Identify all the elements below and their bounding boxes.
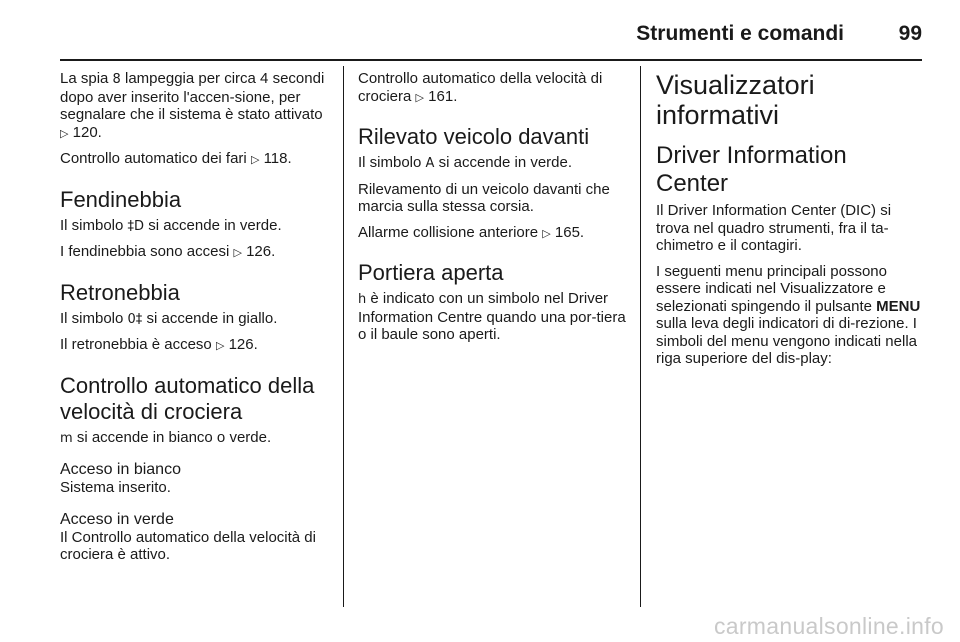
column-divider-2 [640, 66, 641, 607]
door-open-icon: h [358, 292, 367, 307]
paragraph: Allarme collisione anteriore ▷ 165. [358, 223, 585, 241]
column-1 [60, 70, 330, 570]
page-reference[interactable]: 120. [72, 123, 102, 141]
paragraph: Il Driver Information Center (DIC) si trova nel quadro strumenti, fra il ta-chimetro e il contagiri. [656, 202, 892, 254]
page-reference[interactable]: 165. [554, 223, 585, 241]
reference-arrow-icon: ▷ [233, 246, 242, 259]
paragraph: I seguenti menu principali possono essere indicati nel Visualizzatore e selezionati spingendo il pulsante MENU sulla leva degli indicatori di di-rezione. I simboli del menu vengono indicati nella riga superiore del dis-play: [656, 262, 921, 367]
heading-veicolo-davanti: Rilevato veicolo davanti [358, 124, 590, 149]
menu-button-label: MENU [876, 297, 921, 315]
column-2 [358, 70, 626, 352]
paragraph: Rilevamento di un veicolo davanti che marcia sulla stessa corsia. [358, 180, 610, 215]
front-fog-light-icon: ‡D [127, 218, 145, 234]
reference-arrow-icon: ▷ [415, 90, 424, 104]
heading-fendinebbia: Fendinebbia [60, 186, 182, 212]
page-header [60, 18, 922, 60]
paragraph: m si accende in bianco o verde. [60, 428, 272, 446]
vehicle-ahead-icon: A [425, 156, 435, 171]
page-reference[interactable]: 126. [246, 243, 276, 260]
column-3 [656, 70, 922, 376]
page-reference[interactable]: 161. [428, 87, 458, 105]
heading-visualizzatori: Visualizzatori informativi [656, 70, 815, 130]
page-reference[interactable]: 118. [263, 150, 292, 167]
reference-arrow-icon: ▷ [250, 153, 260, 166]
page-reference[interactable]: 126. [228, 336, 258, 353]
reference-arrow-icon: ▷ [60, 126, 69, 140]
page-number: 99 [898, 22, 922, 45]
reference-arrow-icon: ▷ [542, 226, 551, 240]
paragraph: Il simbolo A si accende in verde. [358, 154, 573, 171]
heading-dic: Driver Information Center [656, 142, 847, 197]
section-title: Strumenti e comandi [636, 22, 844, 45]
heading-portiera-aperta: Portiera aperta [358, 260, 504, 285]
subheading-acceso-bianco: Acceso in bianco [60, 461, 181, 478]
paragraph: Il retronebbia è acceso ▷ 126. [60, 336, 258, 353]
rear-fog-light-icon: 0‡ [127, 311, 143, 327]
paragraph: Controllo automatico dei fari ▷ 118. [60, 150, 292, 167]
reference-arrow-icon: ▷ [215, 339, 225, 352]
indicator-icon: 8 [112, 72, 121, 87]
heading-cruise-control: Controllo automatico della velocità di crociera [60, 372, 315, 424]
column-divider-1 [343, 66, 344, 607]
header-divider [60, 59, 922, 61]
heading-retronebbia: Retronebbia [60, 279, 180, 305]
paragraph: Il Controllo automatico della velocità di crociera è attivo. [60, 528, 316, 563]
paragraph: Controllo automatico della velocità di crociera ▷ 161. [358, 70, 603, 105]
paragraph: Il simbolo ‡D si accende in verde. [60, 216, 282, 234]
subheading-acceso-verde: Acceso in verde [60, 510, 174, 528]
paragraph: Il simbolo 0‡ si accende in giallo. [60, 309, 278, 327]
paragraph: Sistema inserito. [60, 479, 171, 496]
paragraph: h è indicato con un simbolo nel Driver Information Centre quando una por-tiera o il baule sono aperti. [358, 290, 626, 343]
cruise-control-icon: m [60, 430, 73, 446]
watermark: carmanualsonline.info [713, 613, 944, 639]
paragraph: La spia 8 lampeggia per circa 4 secondi dopo aver inserito l'accen-sione, per segnalare che il sistema è stato attivato ▷ 120. [60, 70, 325, 141]
paragraph: I fendinebbia sono accesi ▷ 126. [60, 243, 276, 260]
